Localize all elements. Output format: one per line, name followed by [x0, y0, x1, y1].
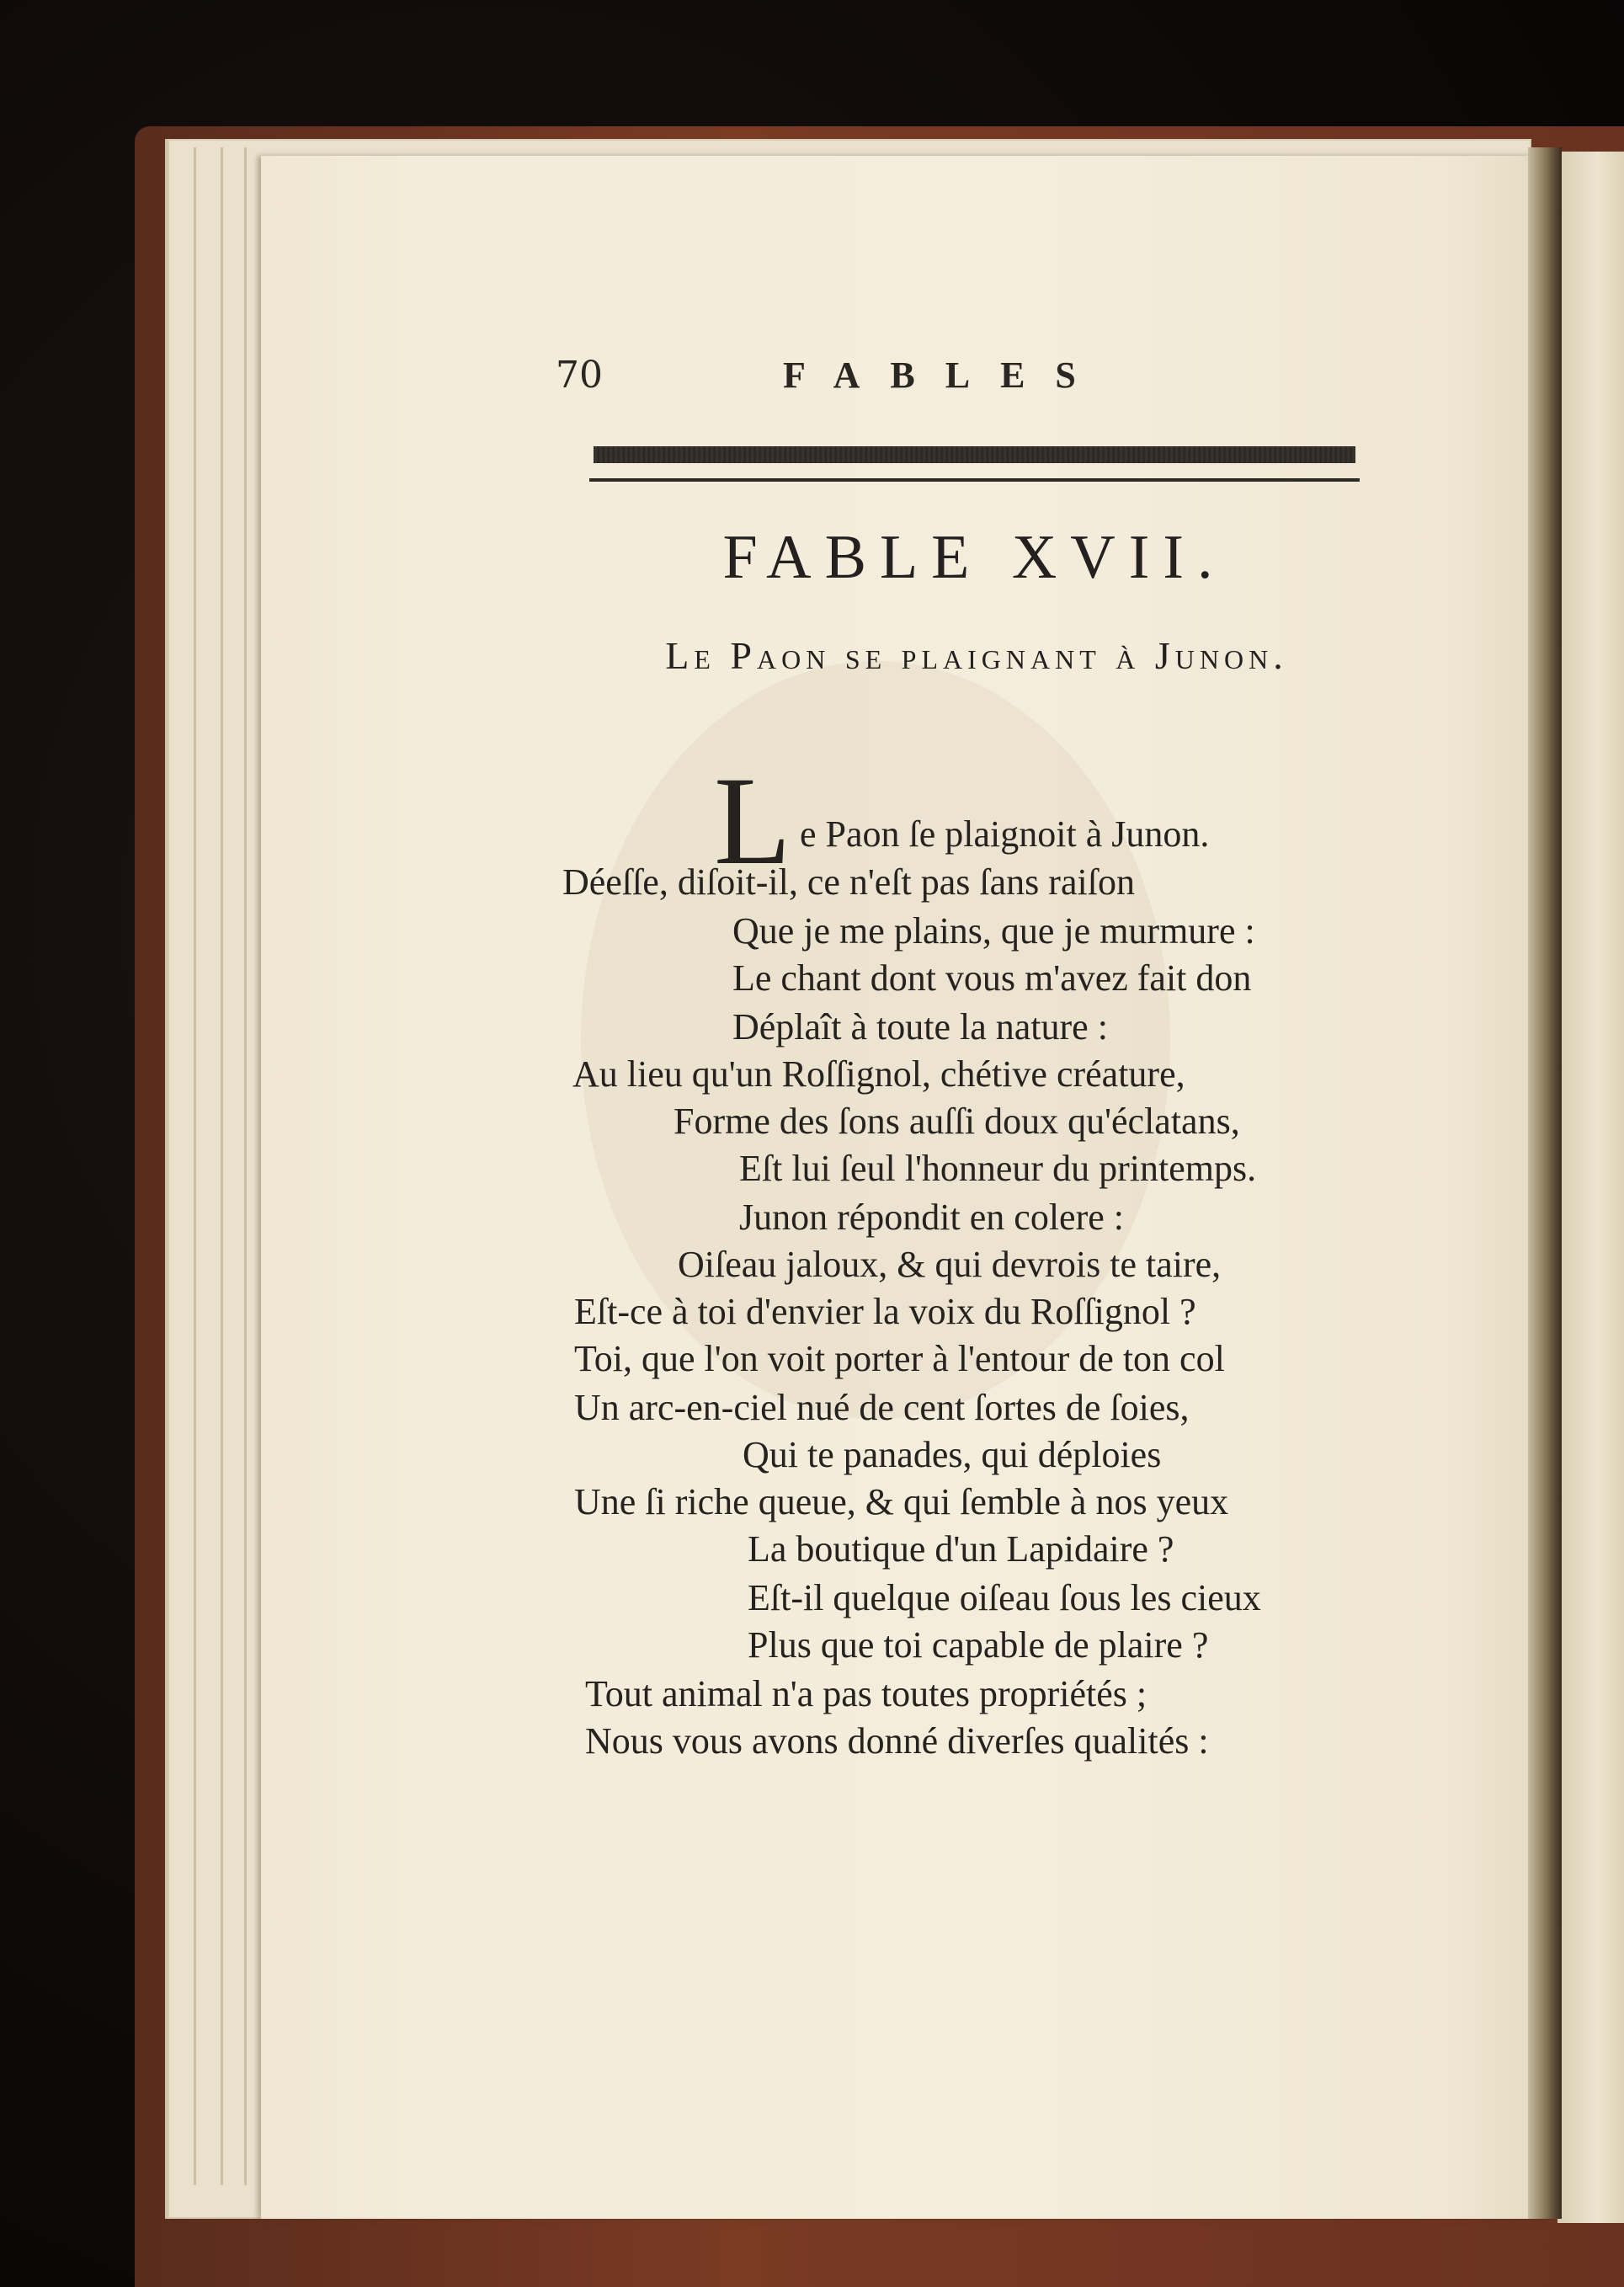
verse-line: Un arc-en-ciel nué de cent ſortes de ſoies,: [574, 1387, 1190, 1428]
drop-cap: L: [714, 751, 791, 891]
book-gutter: [1528, 147, 1562, 2219]
header-rule-thick: [594, 446, 1355, 463]
verse-line: Oiſeau jaloux, & qui devrois te taire,: [678, 1244, 1222, 1285]
page-edge-line: [244, 147, 247, 2185]
verse-line: Déplaît à toute la nature :: [732, 1006, 1108, 1048]
running-header: [556, 354, 1364, 413]
verse-line: Qui te panades, qui déploies: [743, 1434, 1162, 1475]
verse-line: Au lieu qu'un Roſſignol, chétive créature,: [572, 1053, 1185, 1095]
page-number: 70: [556, 354, 603, 397]
fable-number-title: FABLE XVII.: [722, 523, 1227, 592]
verse-line: Toi, que l'on voit porter à l'entour de ton col: [574, 1338, 1225, 1379]
verse-line: Forme des ſons auſſi doux qu'éclatans,: [674, 1101, 1240, 1142]
running-title: FABLES: [783, 355, 1106, 396]
verse-line: Tout animal n'a pas toutes propriétés ;: [585, 1673, 1147, 1714]
verse-line: La boutique d'un Lapidaire ?: [748, 1528, 1174, 1570]
verse-line: Déeſſe, diſoit-il, ce n'eſt pas ſans raiſon: [562, 861, 1135, 903]
verse-line: Junon répondit en colere :: [739, 1197, 1124, 1238]
facing-page: [1557, 152, 1624, 2223]
verse-line: Le chant dont vous m'avez fait don: [732, 957, 1252, 999]
header-rule-thin: [589, 478, 1360, 482]
verse-line: Que je me plains, que je murmure :: [732, 910, 1255, 952]
verse-line: Une ſi riche queue, & qui ſemble à nos yeux: [574, 1481, 1229, 1522]
verse-line: Eſt-il quelque oiſeau ſous les cieux: [748, 1577, 1261, 1618]
page-edge-line: [221, 147, 223, 2185]
fable-subtitle: Le Paon se plaignant à Junon.: [665, 634, 1288, 677]
verse-line: Eſt-ce à toi d'envier la voix du Roſſignol ?: [574, 1291, 1196, 1332]
page-edge-line: [194, 147, 196, 2185]
verse-line: e Paon ſe plaignoit à Junon.: [800, 813, 1210, 855]
verse-line: Nous vous avons donné diverſes qualités :: [585, 1720, 1209, 1762]
verse-line: Plus que toi capable de plaire ?: [748, 1624, 1209, 1666]
verse-line: Eſt lui ſeul l'honneur du printemps.: [739, 1148, 1257, 1189]
